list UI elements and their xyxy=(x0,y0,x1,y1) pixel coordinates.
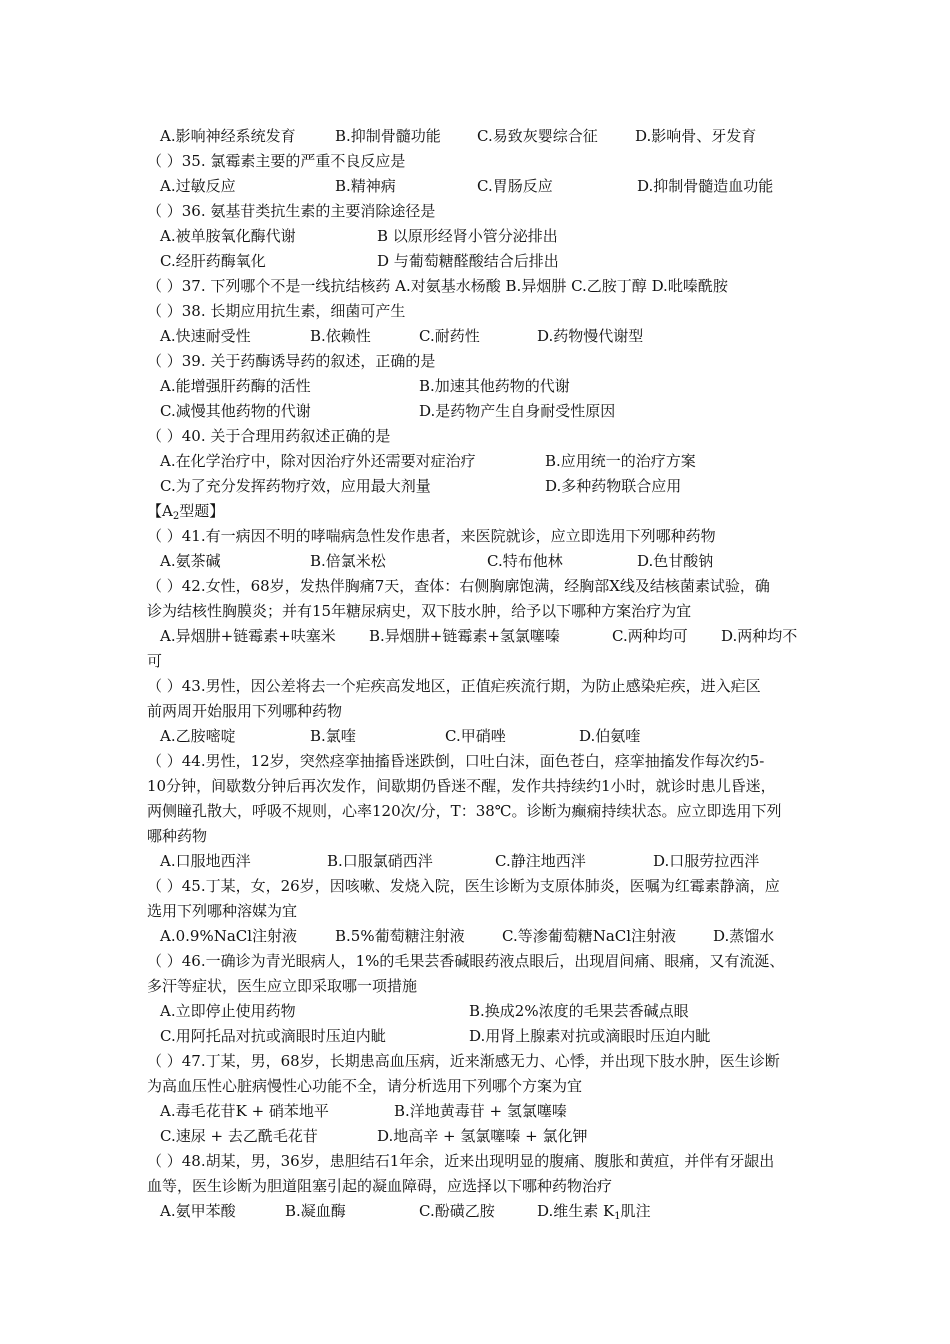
q34-option-c: C.易致灰婴综合征 xyxy=(477,127,598,145)
q40-option-a: A.在化学治疗中，除对因治疗外还需要对症治疗 xyxy=(160,452,476,470)
q39-option-a: A.能增强肝药酶的活性 xyxy=(160,377,311,395)
q48-stem-line2: 血等，医生诊断为胆道阻塞引起的凝血障碍，应选择以下哪种药物治疗 xyxy=(147,1177,613,1195)
q45-option-d: D.蒸馏水 xyxy=(713,927,775,945)
section-heading-subscript: 2 xyxy=(172,511,180,522)
q35-option-a: A.过敏反应 xyxy=(160,177,236,195)
q47-option-a: A.毒毛花苷K + 硝苯地平 xyxy=(160,1102,329,1120)
q46-stem-line1: （ ）46.一确诊为青光眼病人，1%的毛果芸香碱眼药液点眼后，出现眉间痛、眼痛，又有流涎、 xyxy=(147,952,785,970)
q43-option-a: A.乙胺嘧啶 xyxy=(160,727,236,745)
q46-option-d: D.用肾上腺素对抗或滴眼时压迫内眦 xyxy=(469,1027,711,1045)
q46-stem-line2: 多汗等症状，医生应立即采取哪一项措施 xyxy=(147,977,418,995)
q47-option-c: C.速尿 + 去乙酰毛花苷 xyxy=(160,1127,318,1145)
q48-stem-line1: （ ）48.胡某，男，36岁，患胆结石1年余，近来出现明显的腹痛、腹胀和黄疸，并伴有牙龈出 xyxy=(147,1152,775,1170)
q44-stem-line1: （ ）44.男性，12岁，突然痉挛抽搐昏迷跌倒，口吐白沫，面色苍白，痉挛抽搐发作每次约5- xyxy=(147,752,765,770)
q36-option-a: A.被单胺氧化酶代谢 xyxy=(160,227,296,245)
q43-stem-line1: （ ）43.男性，因公差将去一个疟疾高发地区，正值疟疾流行期，为防止感染疟疾，进入疟区 xyxy=(147,677,761,695)
q36-option-b: B 以原形经肾小管分泌排出 xyxy=(377,227,558,245)
q40-option-c: C.为了充分发挥药物疗效，应用最大剂量 xyxy=(160,477,431,495)
q39-stem: （ ）39. 关于药酶诱导药的叙述，正确的是 xyxy=(147,352,436,370)
q46-option-c: C.用阿托品对抗或滴眼时压迫内眦 xyxy=(160,1027,386,1045)
q48-option-d-subscript: 1 xyxy=(614,1211,621,1222)
q41-option-d: D.色甘酸钠 xyxy=(637,552,714,570)
q44-option-b: B.口服氯硝西泮 xyxy=(327,852,433,870)
q34-option-d: D.影响骨、牙发育 xyxy=(635,127,757,145)
q44-stem-line4: 哪种药物 xyxy=(147,827,208,845)
q34-option-b: B.抑制骨髓功能 xyxy=(335,127,441,145)
q35-stem: （ ）35. 氯霉素主要的严重不良反应是 xyxy=(147,152,406,170)
q35-option-c: C.胃肠反应 xyxy=(477,177,553,195)
q44-stem-line3: 两侧瞳孔散大，呼吸不规则，心率120次/分，T：38℃。诊断为癫痫持续状态。应立即选用下列 xyxy=(147,802,782,820)
q42-option-b: B.异烟肼+链霉素+氢氯噻嗪 xyxy=(369,627,560,645)
q38-option-c: C.耐药性 xyxy=(419,327,480,345)
q34-option-a: A.影响神经系统发育 xyxy=(160,127,296,145)
q42-option-a: A.异烟肼+链霉素+呋塞米 xyxy=(160,627,336,645)
q44-option-d: D.口服劳拉西泮 xyxy=(653,852,760,870)
q43-option-b: B.氯喹 xyxy=(310,727,356,745)
q45-option-a: A.0.9%NaCl注射液 xyxy=(160,927,298,945)
q44-option-c: C.静注地西泮 xyxy=(495,852,586,870)
q43-option-d: D.伯氨喹 xyxy=(579,727,641,745)
q48-option-a: A.氨甲苯酸 xyxy=(160,1202,236,1220)
q42-option-c: C.两种均可 xyxy=(612,627,688,645)
q38-option-d: D.药物慢代谢型 xyxy=(537,327,644,345)
q36-option-d: D 与葡萄糖醛酸结合后排出 xyxy=(377,252,559,270)
q48-option-d-suffix: 肌注 xyxy=(620,1202,651,1220)
q42-option-d-continued: 可 xyxy=(147,652,163,670)
q40-stem: （ ）40. 关于合理用药叙述正确的是 xyxy=(147,427,391,445)
q46-option-a: A.立即停止使用药物 xyxy=(160,1002,296,1020)
q38-option-b: B.依赖性 xyxy=(310,327,371,345)
q43-stem-line2: 前两周开始服用下列哪种药物 xyxy=(147,702,343,720)
q45-stem-line2: 选用下列哪种溶媒为宜 xyxy=(147,902,298,920)
q42-stem-line2: 诊为结核性胸膜炎；并有15年糖尿病史，双下肢水肿，给予以下哪种方案治疗为宜 xyxy=(147,602,692,620)
q43-option-c: C.甲硝唑 xyxy=(445,727,506,745)
q48-option-c: C.酚磺乙胺 xyxy=(419,1202,495,1220)
q36-stem: （ ）36. 氨基苷类抗生素的主要消除途径是 xyxy=(147,202,436,220)
q36-option-c: C.经肝药酶氧化 xyxy=(160,252,266,270)
q46-option-b: B.换成2%浓度的毛果芸香碱点眼 xyxy=(469,1002,689,1020)
q38-stem: （ ）38. 长期应用抗生素，细菌可产生 xyxy=(147,302,406,320)
q39-option-b: B.加速其他药物的代谢 xyxy=(419,377,570,395)
q44-option-a: A.口服地西泮 xyxy=(160,852,251,870)
q47-option-d: D.地高辛 + 氢氯噻嗪 + 氯化钾 xyxy=(377,1127,588,1145)
q38-option-a: A.快速耐受性 xyxy=(160,327,251,345)
q48-option-b: B.凝血酶 xyxy=(285,1202,346,1220)
q45-option-c: C.等渗葡萄糖NaCl注射液 xyxy=(502,927,677,945)
section-heading xyxy=(147,500,224,522)
q39-option-d: D.是药物产生自身耐受性原因 xyxy=(419,402,616,420)
section-heading-close: 型题】 xyxy=(179,502,225,520)
q42-stem-line1: （ ）42.女性，68岁，发热伴胸痛7天，查体：右侧胸廓饱满，经胸部X线及结核菌素试验，确 xyxy=(147,577,770,595)
q47-option-b: B.洋地黄毒苷 + 氢氯噻嗪 xyxy=(394,1102,567,1120)
q47-stem-line2: 为高血压性心脏病慢性心功能不全，请分析选用下列哪个方案为宜 xyxy=(147,1077,583,1095)
q44-stem-line2: 10分钟，间歇数分钟后再次发作，间歇期仍昏迷不醒，发作共持续约1小时，就诊时患儿昏迷， xyxy=(147,777,776,795)
q35-option-d: D.抑制骨髓造血功能 xyxy=(637,177,774,195)
q41-stem: （ ）41.有一病因不明的哮喘病急性发作患者，来医院就诊，应立即选用下列哪种药物 xyxy=(147,527,716,545)
q45-option-b: B.5%葡萄糖注射液 xyxy=(335,927,465,945)
q41-option-a: A.氨茶碱 xyxy=(160,552,221,570)
q42-option-d: D.两种均不 xyxy=(721,627,798,645)
q39-option-c: C.减慢其他药物的代谢 xyxy=(160,402,311,420)
q45-stem-line1: （ ）45.丁某，女，26岁，因咳嗽、发烧入院，医生诊断为支原体肺炎，医嘱为红霉素静滴，应 xyxy=(147,877,780,895)
q41-option-c: C.特布他林 xyxy=(487,552,563,570)
q37-stem: （ ）37. 下列哪个不是一线抗结核药 A.对氨基水杨酸 B.异烟肼 C.乙胺丁醇 D.吡嗪酰胺 xyxy=(147,277,728,295)
q41-option-b: B.倍氯米松 xyxy=(310,552,386,570)
q40-option-d: D.多种药物联合应用 xyxy=(545,477,682,495)
q48-option-d xyxy=(537,1200,651,1228)
q35-option-b: B.精神病 xyxy=(335,177,396,195)
q48-option-d-text: D.维生素 K xyxy=(537,1202,615,1220)
q47-stem-line1: （ ）47.丁某，男，68岁，长期患高血压病，近来渐感无力、心悸，并出现下肢水肿，医生诊断 xyxy=(147,1052,780,1070)
q40-option-b: B.应用统一的治疗方案 xyxy=(545,452,696,470)
section-heading-open: 【A xyxy=(147,502,173,520)
